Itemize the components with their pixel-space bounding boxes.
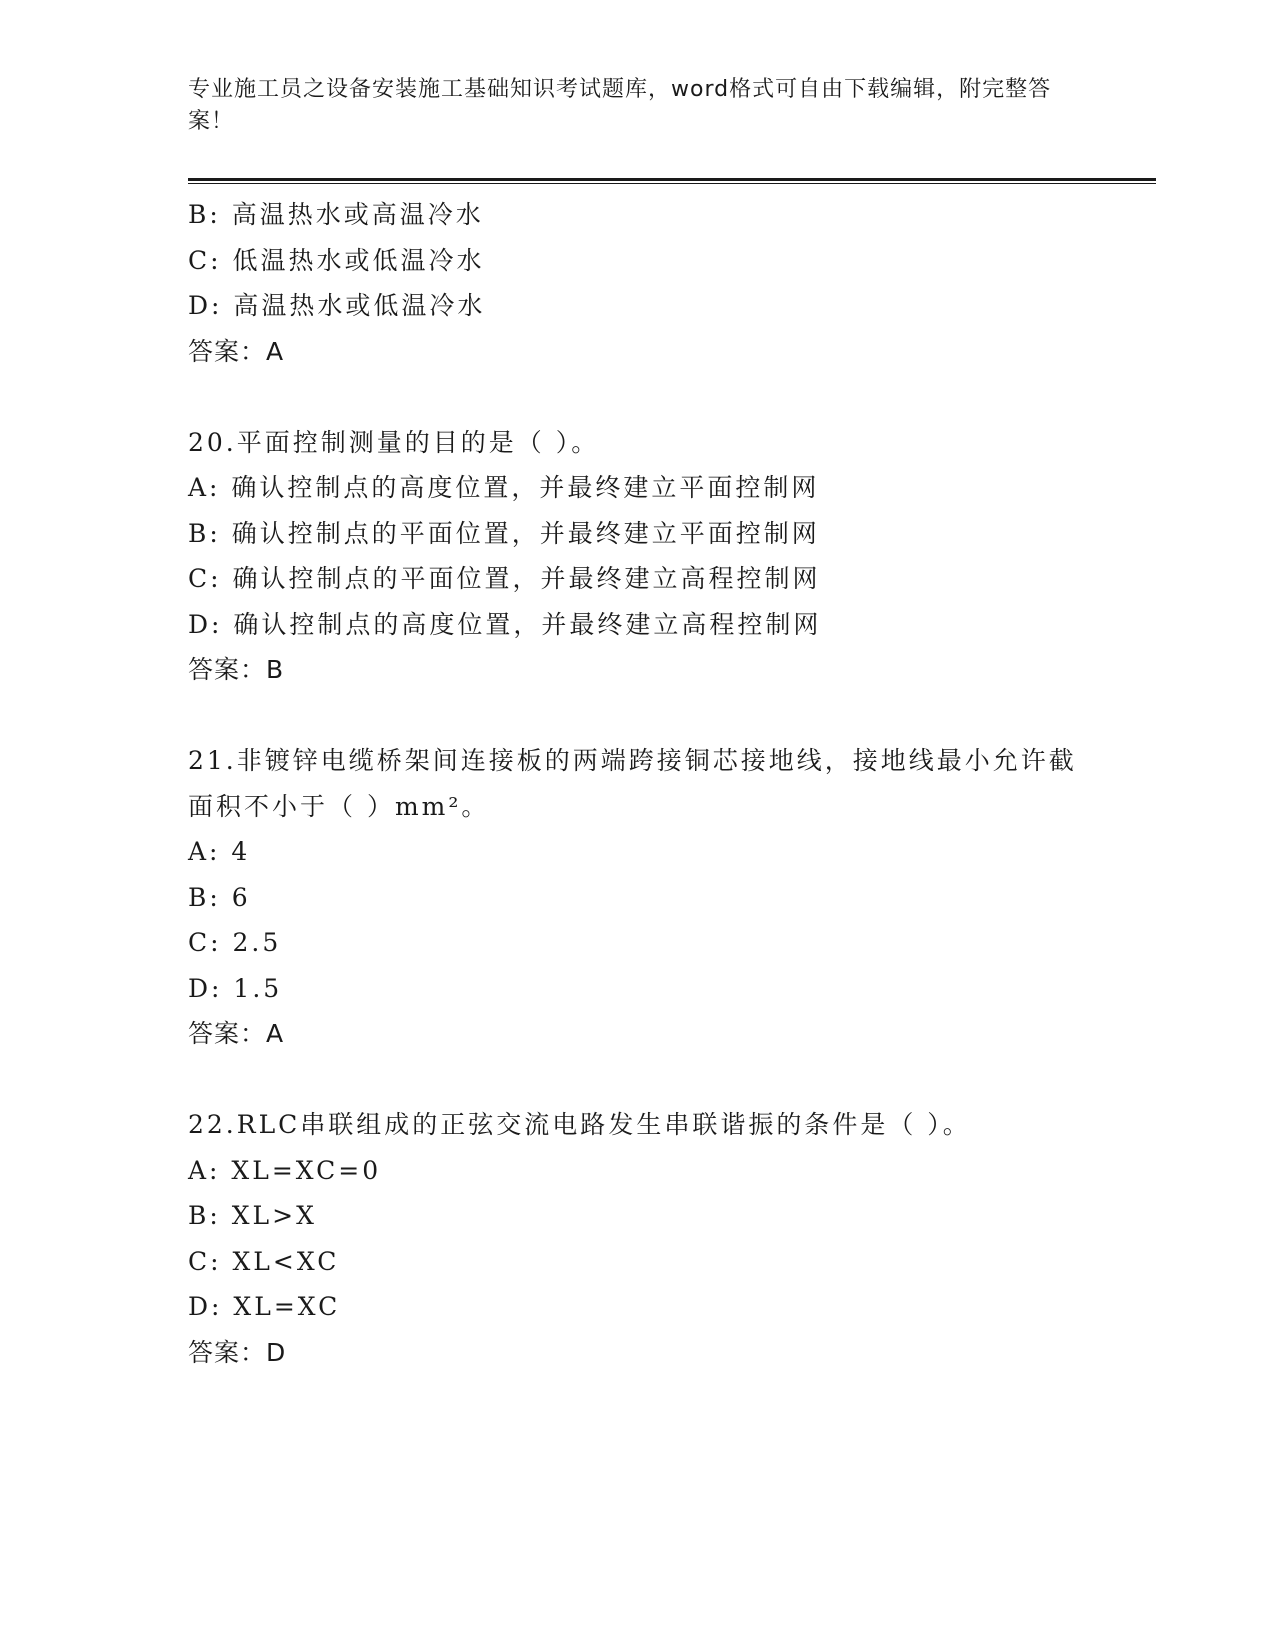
header-divider — [188, 178, 1156, 181]
option-d: D: 确认控制点的高度位置，并最终建立高程控制网 — [188, 609, 822, 639]
header-divider-thin — [188, 183, 1156, 184]
question-block-21 — [188, 738, 1088, 1057]
option-b: B: 6 — [188, 882, 251, 912]
page-header: 专业施工员之设备安装施工基础知识考试题库，word格式可自由下载编辑，附完整答案！ — [188, 77, 1052, 134]
document-body — [188, 192, 1088, 1375]
option-b: B: 高温热水或高温冷水 — [188, 200, 484, 229]
question-block-20 — [188, 420, 1088, 693]
answer-line: 答案：D — [188, 1337, 287, 1367]
question-text: 22.RLC串联组成的正弦交流电路发生串联谐振的条件是（ ）。 — [188, 1110, 971, 1139]
option-a: A: 4 — [188, 837, 251, 866]
question-text: 20.平面控制测量的目的是（ ）。 — [188, 427, 600, 457]
option-b: B: 确认控制点的平面位置，并最终建立平面控制网 — [188, 518, 820, 548]
question-text: 21.非镀锌电缆桥架间连接板的两端跨接铜芯接地线，接地线最小允许截面积不小于（ ）mm²。 — [188, 746, 1077, 821]
option-b: B: XL>X — [188, 1201, 317, 1230]
answer-line: 答案：B — [188, 655, 285, 684]
option-a: A: 确认控制点的高度位置，并最终建立平面控制网 — [188, 473, 820, 502]
option-d: D: 高温热水或低温冷水 — [188, 291, 486, 320]
answer-line: 答案：A — [188, 1019, 285, 1048]
option-c: C: 2.5 — [188, 928, 282, 957]
option-d: D: 1.5 — [188, 973, 283, 1003]
option-c: C: 确认控制点的平面位置，并最终建立高程控制网 — [188, 564, 821, 593]
question-block-19 — [188, 192, 1088, 374]
option-c: C: 低温热水或低温冷水 — [188, 245, 485, 275]
option-c: C: XL<XC — [188, 1246, 340, 1276]
answer-line: 答案：A — [188, 336, 285, 366]
question-block-22 — [188, 1102, 1088, 1375]
option-a: A: XL=XC=0 — [188, 1155, 382, 1185]
option-d: D: XL=XC — [188, 1292, 341, 1321]
